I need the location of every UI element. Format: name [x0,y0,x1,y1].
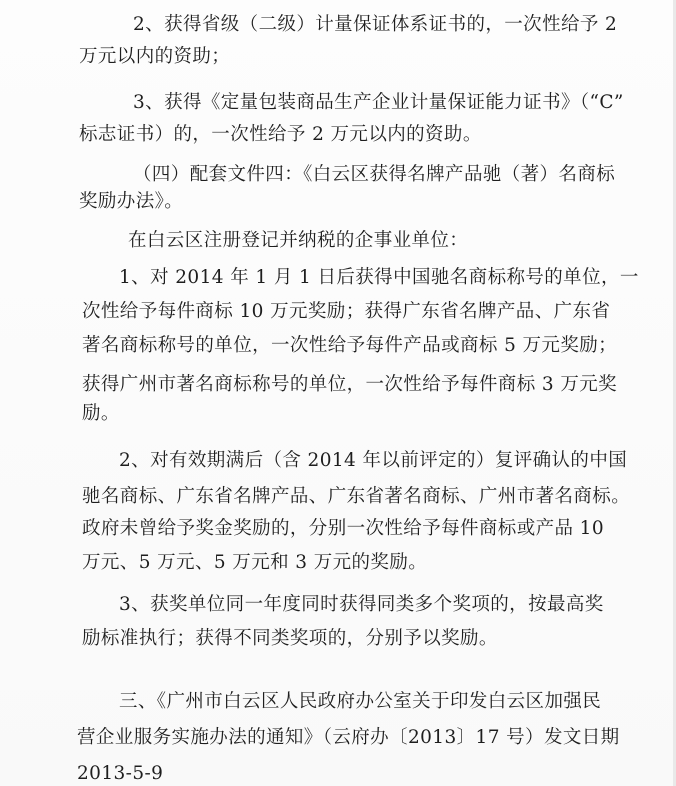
text-line: 三、《广州市白云区人民政府办公室关于印发白云区加强民 [119,691,602,712]
text-line: 励标准执行；获得不同类奖项的，分别予以奖励。 [82,628,498,649]
text-line: 万元、5 万元、5 万元和 3 万元的奖励。 [82,552,428,573]
text-line: 万元以内的资助； [79,46,231,67]
text-line: 3、获得《定量包装商品生产企业计量保证能力证书》（“C” [133,92,624,113]
text-line: 2、对有效期满后（含 2014 年以前评定的）复评确认的中国 [119,450,628,471]
text-line: 1、对 2014 年 1 月 1 日后获得中国驰名商标称号的单位，一 [119,267,639,288]
text-line: 励。 [82,403,120,424]
text-line: 营企业服务实施办法的通知》（云府办〔2013〕17 号）发文日期 [77,727,620,748]
text-line: 著名商标称号的单位，一次性给予每件产品或商标 5 万元奖励； [82,335,618,356]
text-line: （四）配套文件四：《白云区获得名牌产品驰（著）名商标 [133,164,616,185]
text-line: 驰名商标、广东省名牌产品、广东省著名商标、广州市著名商标。 [82,486,631,507]
text-line: 在白云区注册登记并纳税的企事业单位： [128,230,469,251]
text-line: 3、获奖单位同一年度同时获得同类多个奖项的，按最高奖 [119,594,604,615]
text-line: 次性给予每件商标 10 万元奖励；获得广东省名牌产品、广东省 [82,301,611,322]
text-line: 奖励办法》。 [79,191,184,212]
text-line: 2、获得省级（二级）计量保证体系证书的，一次性给予 2 [133,14,618,35]
text-line: 2013-5-9 [77,763,164,784]
text-line: 标志证书）的，一次性给予 2 万元以内的资助。 [79,124,482,145]
text-line: 政府未曾给予奖金奖励的，分别一次性给予每件商标或产品 10 [82,518,605,539]
text-line: 获得广州市著名商标称号的单位，一次性给予每件商标 3 万元奖 [82,374,618,395]
